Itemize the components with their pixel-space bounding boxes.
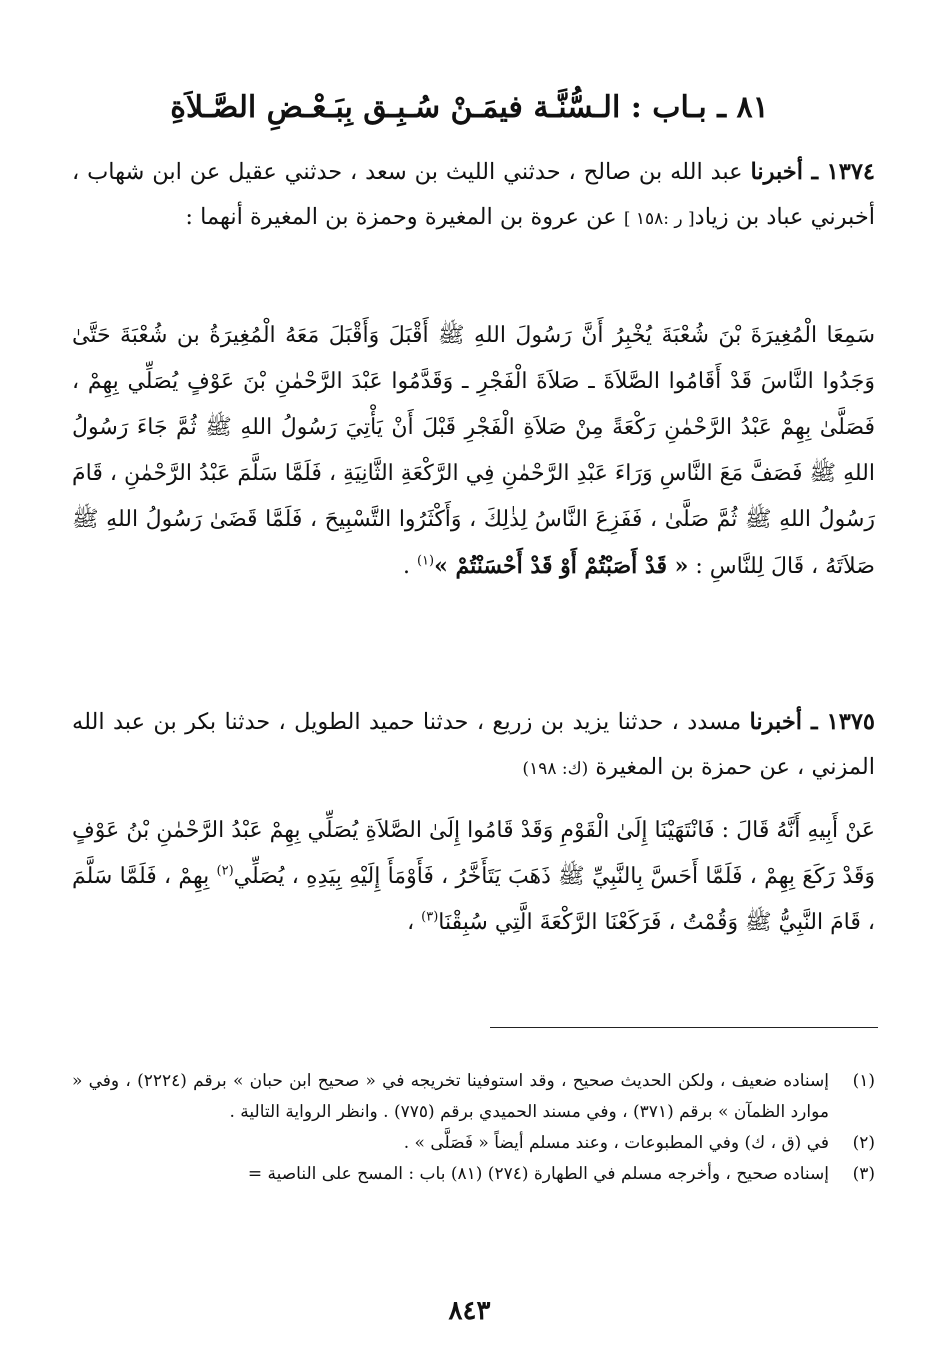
hadith-1375-isnad [72,700,875,792]
footnote-item [72,1128,875,1159]
sentence-end: ، [407,910,422,935]
prophet-quote: « قَدْ أَصَبْتُمْ أَوْ قَدْ أَحْسَنْتُمْ » [434,553,689,579]
footnote-number: (٣) [852,1164,875,1184]
footnotes [72,1066,875,1190]
isnad-text: مسدد ، حدثنا يزيد بن زريع ، حدثنا حميد الطويل ، حدثنا بكر بن عبد الله المزني ، عن حمزة بن المغيرة [72,709,875,780]
sentence-end: . [402,554,417,579]
footnote-text: إسناده صحيح ، وأخرجه مسلم في الطهارة (٢٧٤) (٨١) باب : المسح على الناصية = [247,1164,829,1184]
chapter-number: ٨١ [736,90,769,125]
matn-text-continued: بِهِمْ ، فَلَمَّا سَلَّمَ ، قَامَ النَّبِيُّ ﷺ وَقُمْتُ ، فَرَكَعْنَا الرَّكْعَةَ الَّتِي سُبِقْنَا [72,864,875,935]
footnote-number: (١) [852,1071,875,1091]
isnad-text: عبد الله بن صالح ، حدثني الليث بن سعد ، حدثني عقيل عن ابن شهاب ، أخبرني عباد بن زياد [72,159,875,230]
cross-reference: [ ر :١٥٨ ] [623,209,695,229]
matn-text: سَمِعَا الْمُغِيرَةَ بْنَ شُعْبَةَ يُخْبِرُ أَنَّ رَسُولَ اللهِ ﷺ أَقْبَلَ وَأَقْبَلَ مَعَهُ الْمُغِيرَةُ بن شُعْبَةَ حَتَّىٰ وَجَدُوا النَّاسَ قَدْ أَقَامُوا الصَّلاَةَ ـ صَلاَةَ الْفَجْرِ ـ وَقَدَّمُوا عَبْدَ الرَّحْمٰنِ بْنَ عَوْفٍ يُصَلِّي بِهِمْ ، فَصَلَّىٰ بِهِمْ عَبْدُ الرَّحْمٰنِ رَكْعَةً مِنْ صَلاَةِ الْفَجْرِ قَبْلَ أَنْ يَأْتِيَ رَسُولُ اللهِ ﷺ ثُمَّ جَاءَ رَسُولُ اللهِ ﷺ فَصَفَّ مَعَ النَّاسِ وَرَاءَ عَبْدِ الرَّحْمٰنِ فِي الرَّكْعَةِ الثَّانِيَةِ ، فَلَمَّا سَلَّمَ عَبْدُ الرَّحْمٰنِ ، قَامَ رَسُولُ اللهِ ﷺ ثُمَّ صَلَّىٰ ، فَفَزِعَ النَّاسُ لِذٰلِكَ ، وَأَكْثَرُوا التَّسْبِيحَ ، فَلَمَّا قَضَىٰ رَسُولُ اللهِ ﷺ صَلاَتَهُ ، قَالَ لِلنَّاسِ : [72,323,875,579]
chapter-separator: ـ [706,90,727,125]
matn-text: عَنْ أَبِيهِ أَنَّهُ قَالَ : فَانْتَهَيْنَا إِلَىٰ الْقَوْمِ وَقَدْ قَامُوا إِلَىٰ الصَّلاَةِ يُصَلِّي بِهِمْ عَبْدُ الرَّحْمٰنِ بْنُ عَوْفٍ وَقَدْ رَكَعَ بِهِمْ ، فَلَمَّا أَحَسَّ بِالنَّبِيِّ ﷺ ذَهَبَ يَتَأَخَّرُ ، فَأَوْمَأَ إِلَيْهِ بِيَدِهِ ، يُصَلِّي [72,818,876,889]
chapter-heading [60,86,879,130]
footnote-mark-2[interactable]: (٢) [216,863,234,879]
number-dash: ـ [802,159,827,185]
footnote-item [72,1066,875,1128]
hadith-1374-matn [72,313,875,590]
hadith-number: ١٣٧٥ [826,709,876,735]
hadith-lead-word: أخبرنا [749,709,802,735]
footnote-text: إسناده ضعيف ، ولكن الحديث صحيح ، وقد استوفينا تخريجه في « صحيح ابن حبان » برقم (٢٢٢٤) ، وفي « موارد الظمآن » برقم (٣٧١) ، وفي مسند الحميدي برقم (٧٧٥) . وانظر الرواية التالية . [72,1071,829,1122]
footnote-number: (٢) [852,1133,875,1153]
footnote-item [72,1159,875,1190]
hadith-number: ١٣٧٤ [826,159,875,185]
footnote-mark-3[interactable]: (٣) [421,909,439,925]
hadith-1374-isnad [72,150,875,242]
hadith-1375-matn [72,808,875,946]
footnote-mark-1[interactable]: (١) [416,553,435,569]
chapter-title: بـاب : الـسُّنَّـة فيمَـنْ سُـبِـق بِبَـعْـضِ الصَّـلاَةِ [170,90,707,125]
footnote-text: في (ق ، ك) وفي المطبوعات ، وعند مسلم أيضاً « فَصَلَّى » . [403,1133,829,1153]
cross-reference: (ك: ١٩٨) [522,759,589,779]
page-number: ٨٤٣ [448,1296,491,1326]
isnad-text-continued: عن عروة بن المغيرة وحمزة بن المغيرة أنهما : [185,204,617,230]
hadith-lead-word: أخبرنا [750,159,803,185]
number-dash: ـ [802,709,827,735]
footnote-divider [490,1027,878,1028]
